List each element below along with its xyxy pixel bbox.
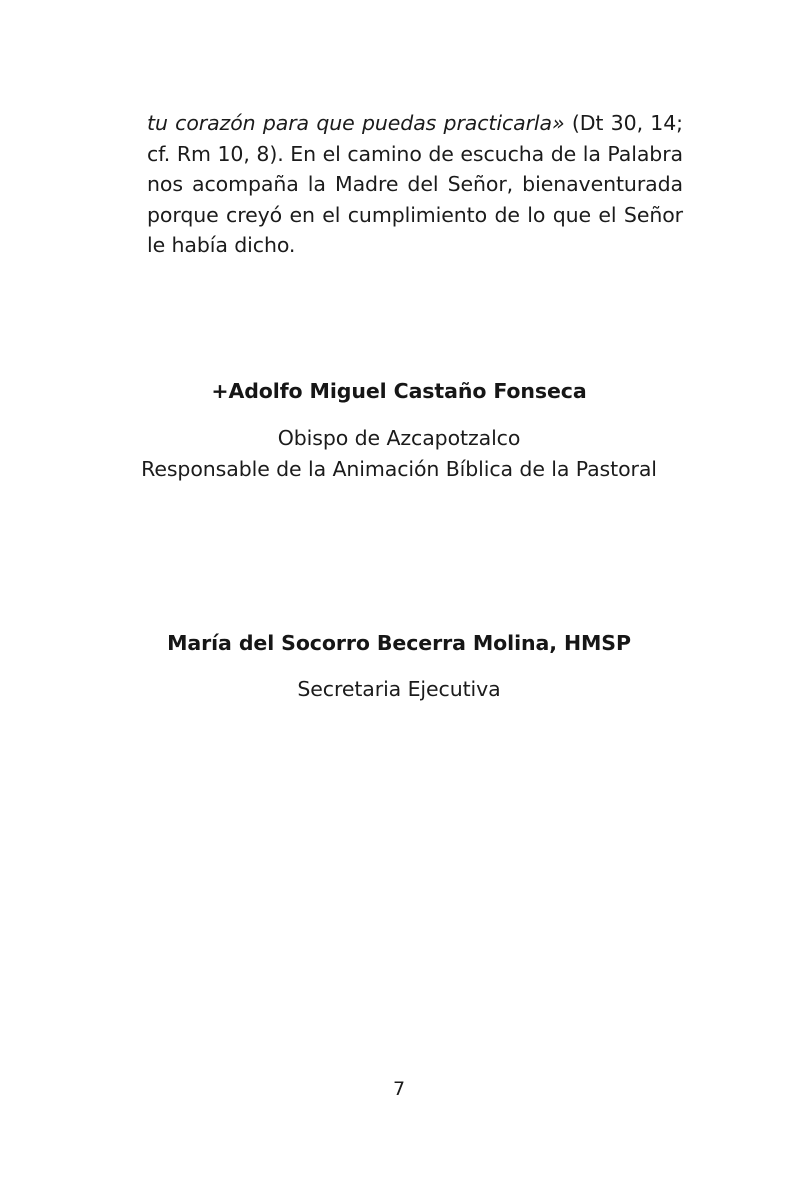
signature-role-line-1: Obispo de Azcapotzalco (277, 426, 521, 450)
signature-block-bishop (0, 376, 798, 484)
signature-role-group (0, 423, 798, 484)
signature-block-secretary (0, 628, 798, 705)
signature-role-line-1: Secretaria Ejecutiva (297, 677, 501, 701)
signature-role-group (0, 674, 798, 705)
signature-name: María del Socorro Becerra Molina, HMSP (167, 631, 631, 655)
quoted-scripture-italic: tu corazón para que puedas practicarla» (147, 111, 565, 135)
body-paragraph (147, 108, 683, 261)
body-paragraph-continuation: (Dt 30, 14; cf. Rm 10, 8). En el camino de escucha de la Palabra nos acompaña la Madre del Señor, bienaventurada porque creyó en el cumplimiento de lo que el Señor le había dicho. (147, 111, 683, 258)
page-number: 7 (392, 1078, 406, 1100)
signature-name: +Adolfo Miguel Castaño Fonseca (211, 379, 587, 403)
signature-role-line-2: Responsable de la Animación Bíblica de la Pastoral (141, 456, 657, 481)
body-text-block (147, 108, 683, 261)
